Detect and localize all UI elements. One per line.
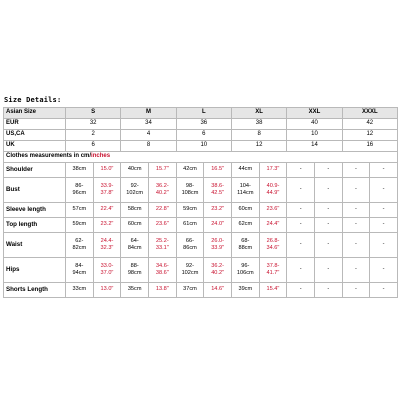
measurement-cm-cell: 37cm [176,283,204,298]
header-cell-l: L [176,108,231,119]
measurement-cm-cell: - [287,178,315,203]
measurement-row [4,203,398,218]
measurement-inch-cell: 23.2" [93,218,121,233]
measurement-cm-cell: 35cm [121,283,149,298]
measurement-row [4,163,398,178]
size-value-cell: 16 [342,141,397,152]
size-details-title: Size Details: [4,96,62,104]
measurement-inch-cell: 22.8" [148,203,176,218]
size-value-cell: 6 [66,141,121,152]
measurement-row [4,283,398,298]
measurement-cm-cell: 88- 98cm [121,258,149,283]
measurement-cm-cell: - [287,258,315,283]
size-value-cell: 14 [287,141,342,152]
measurement-inch-cell: 13.0" [93,283,121,298]
measurement-inch-cell: 23.6" [148,218,176,233]
measurement-cm-cell: 66- 86cm [176,233,204,258]
measurement-cm-cell: - [287,283,315,298]
measurement-inch-cell: - [314,178,342,203]
measurement-row [4,218,398,233]
measurement-cm-cell: 64- 84cm [121,233,149,258]
measurement-cm-cell: - [287,218,315,233]
measurement-inch-cell: 14.6" [204,283,232,298]
size-value-cell: 8 [231,130,286,141]
measurement-inch-cell: 24.0" [204,218,232,233]
measurement-inch-cell: - [314,218,342,233]
size-value-cell: 32 [66,119,121,130]
size-row-label: EUR [4,119,66,130]
measurement-label: Sleeve length [4,203,66,218]
measurement-cm-cell: - [287,163,315,178]
measurement-cm-cell: - [287,233,315,258]
measurement-cm-cell: - [342,283,370,298]
size-value-cell: 38 [231,119,286,130]
measurement-cm-cell: 62cm [231,218,259,233]
measurement-inch-cell: 24.4- 32.3" [93,233,121,258]
header-cell-xxl: XXL [287,108,342,119]
measurement-inch-cell: 26.0- 33.9" [204,233,232,258]
measurement-cm-cell: - [287,203,315,218]
size-value-cell: 2 [66,130,121,141]
measurement-cm-cell: 104- 114cm [231,178,259,203]
measurement-cm-cell: - [342,163,370,178]
size-row-label: US,CA [4,130,66,141]
size-value-cell: 12 [342,130,397,141]
size-value-cell: 40 [287,119,342,130]
measurement-cm-cell: 92- 102cm [176,258,204,283]
measurement-inch-cell: - [370,163,398,178]
measurement-inch-cell: 23.2" [204,203,232,218]
measurement-inch-cell: - [314,163,342,178]
size-row [4,119,398,130]
measurement-inch-cell: - [370,233,398,258]
measurement-inch-cell: 33.0- 37.0" [93,258,121,283]
measurement-inch-cell: 22.4" [93,203,121,218]
measurement-inch-cell: - [370,218,398,233]
measurement-cm-cell: - [342,178,370,203]
measurement-cm-cell: 92- 102cm [121,178,149,203]
section-prefix: Clothes measurements in cm/ [6,153,92,160]
measurement-inch-cell: 33.9- 37.8" [93,178,121,203]
measurement-inch-cell: - [314,203,342,218]
measurement-cm-cell: 57cm [66,203,94,218]
measurement-label: Shoulder [4,163,66,178]
measurement-row [4,233,398,258]
header-cell-m: M [121,108,176,119]
measurement-cm-cell: 38cm [66,163,94,178]
measurement-inch-cell: 13.8" [148,283,176,298]
measurement-inch-cell: 40.9- 44.9" [259,178,287,203]
measurement-inch-cell: - [314,258,342,283]
measurement-inch-cell: - [314,233,342,258]
measurement-inch-cell: - [314,283,342,298]
measurement-cm-cell: 61cm [176,218,204,233]
header-row [4,108,398,119]
measurement-label: Shorts Length [4,283,66,298]
measurement-inch-cell: - [370,258,398,283]
measurement-label: Hips [4,258,66,283]
measurement-cm-cell: 33cm [66,283,94,298]
measurement-inch-cell: 38.6- 42.5" [204,178,232,203]
size-row [4,141,398,152]
measurement-cm-cell: - [342,258,370,283]
measurement-inch-cell: - [370,283,398,298]
measurement-inch-cell: 36.2- 40.2" [204,258,232,283]
section-inches: inches [91,153,111,160]
measurement-cm-cell: 86- 96cm [66,178,94,203]
measurement-row [4,178,398,203]
measurement-row [4,258,398,283]
size-value-cell: 6 [176,130,231,141]
header-cell-xl: XL [231,108,286,119]
measurement-inch-cell: - [370,203,398,218]
measurement-inch-cell: 36.2- 40.2" [148,178,176,203]
measurement-inch-cell: 15.0" [93,163,121,178]
measurement-cm-cell: 40cm [121,163,149,178]
measurement-cm-cell: - [342,233,370,258]
measurements-section-heading [4,152,398,163]
measurements-section-row [4,152,398,163]
measurement-inch-cell: 23.6" [259,203,287,218]
measurement-inch-cell: 34.6- 38.6" [148,258,176,283]
measurement-cm-cell: - [342,203,370,218]
measurement-label: Top length [4,218,66,233]
measurement-inch-cell: 16.5" [204,163,232,178]
size-chart-body [4,108,398,298]
measurement-cm-cell: - [342,218,370,233]
measurement-cm-cell: 98- 108cm [176,178,204,203]
measurement-inch-cell: 24.4" [259,218,287,233]
measurement-cm-cell: 39cm [231,283,259,298]
measurement-cm-cell: 59cm [66,218,94,233]
header-cell-s: S [66,108,121,119]
header-cell-label: Asian Size [4,108,66,119]
size-row [4,130,398,141]
size-value-cell: 4 [121,130,176,141]
measurement-inch-cell: 25.2- 33.1" [148,233,176,258]
measurement-cm-cell: 60cm [231,203,259,218]
size-chart-table [3,107,398,298]
header-cell-xxxl: XXXL [342,108,397,119]
size-value-cell: 42 [342,119,397,130]
measurement-cm-cell: 58cm [121,203,149,218]
measurement-cm-cell: 59cm [176,203,204,218]
measurement-inch-cell: 26.8- 34.6" [259,233,287,258]
measurement-inch-cell: 37.8- 41.7" [259,258,287,283]
size-value-cell: 36 [176,119,231,130]
measurement-cm-cell: 96- 106cm [231,258,259,283]
size-value-cell: 34 [121,119,176,130]
measurement-cm-cell: 62- 82cm [66,233,94,258]
measurement-label: Waist [4,233,66,258]
measurement-cm-cell: 84- 94cm [66,258,94,283]
measurement-cm-cell: 42cm [176,163,204,178]
measurement-inch-cell: 17.3" [259,163,287,178]
measurement-cm-cell: 68- 88cm [231,233,259,258]
measurement-inch-cell: 15.4" [259,283,287,298]
size-value-cell: 8 [121,141,176,152]
size-value-cell: 12 [231,141,286,152]
size-row-label: UK [4,141,66,152]
measurement-inch-cell: 15.7" [148,163,176,178]
measurement-label: Bust [4,178,66,203]
measurement-cm-cell: 60cm [121,218,149,233]
measurement-cm-cell: 44cm [231,163,259,178]
measurement-inch-cell: - [370,178,398,203]
size-value-cell: 10 [176,141,231,152]
size-value-cell: 10 [287,130,342,141]
